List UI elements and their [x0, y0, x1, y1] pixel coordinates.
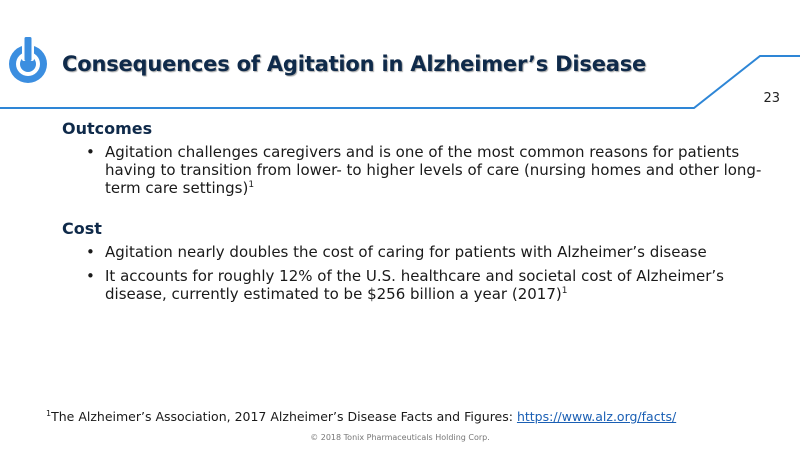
section-heading: Outcomes [62, 119, 153, 138]
bullet-item [86, 143, 762, 197]
slide-content [62, 119, 762, 309]
bullet-marker: • [86, 267, 95, 285]
bullet-list [62, 243, 762, 303]
bullet-marker: • [86, 243, 95, 261]
bullet-text: Agitation nearly doubles the cost of caring for patients with Alzheimer’s disease [105, 243, 707, 261]
section-outcomes [62, 119, 762, 197]
footnote [46, 409, 676, 424]
page-number: 23 [763, 91, 780, 106]
bullet-item [86, 243, 762, 261]
footnote-reference: 1 [561, 286, 568, 296]
bullet-marker: • [86, 143, 95, 161]
section-heading: Cost [62, 219, 102, 238]
bullet-text: Agitation challenges caregivers and is one of the most common reasons for patients having to transition from lower- to higher levels of care (nursing homes and other long-term care settings) [105, 143, 762, 197]
bullet-list [62, 143, 762, 197]
title-divider-line [0, 40, 800, 120]
footnote-reference: 1 [248, 180, 255, 190]
bullet-item [86, 267, 762, 303]
bullet-text: It accounts for roughly 12% of the U.S. healthcare and societal cost of Alzheimer’s disease, currently estimated to be $256 billion a year (2017) [105, 267, 724, 303]
footnote-marker: 1 [46, 408, 52, 418]
footnote-text: The Alzheimer’s Association, 2017 Alzheimer’s Disease Facts and Figures: [51, 409, 517, 424]
copyright-notice: © 2018 Tonix Pharmaceuticals Holding Corp. [310, 433, 490, 442]
slide-title: Consequences of Agitation in Alzheimer’s Disease [62, 52, 647, 76]
footnote-link[interactable]: https://www.alz.org/facts/ [516, 409, 677, 424]
section-cost [62, 219, 762, 303]
